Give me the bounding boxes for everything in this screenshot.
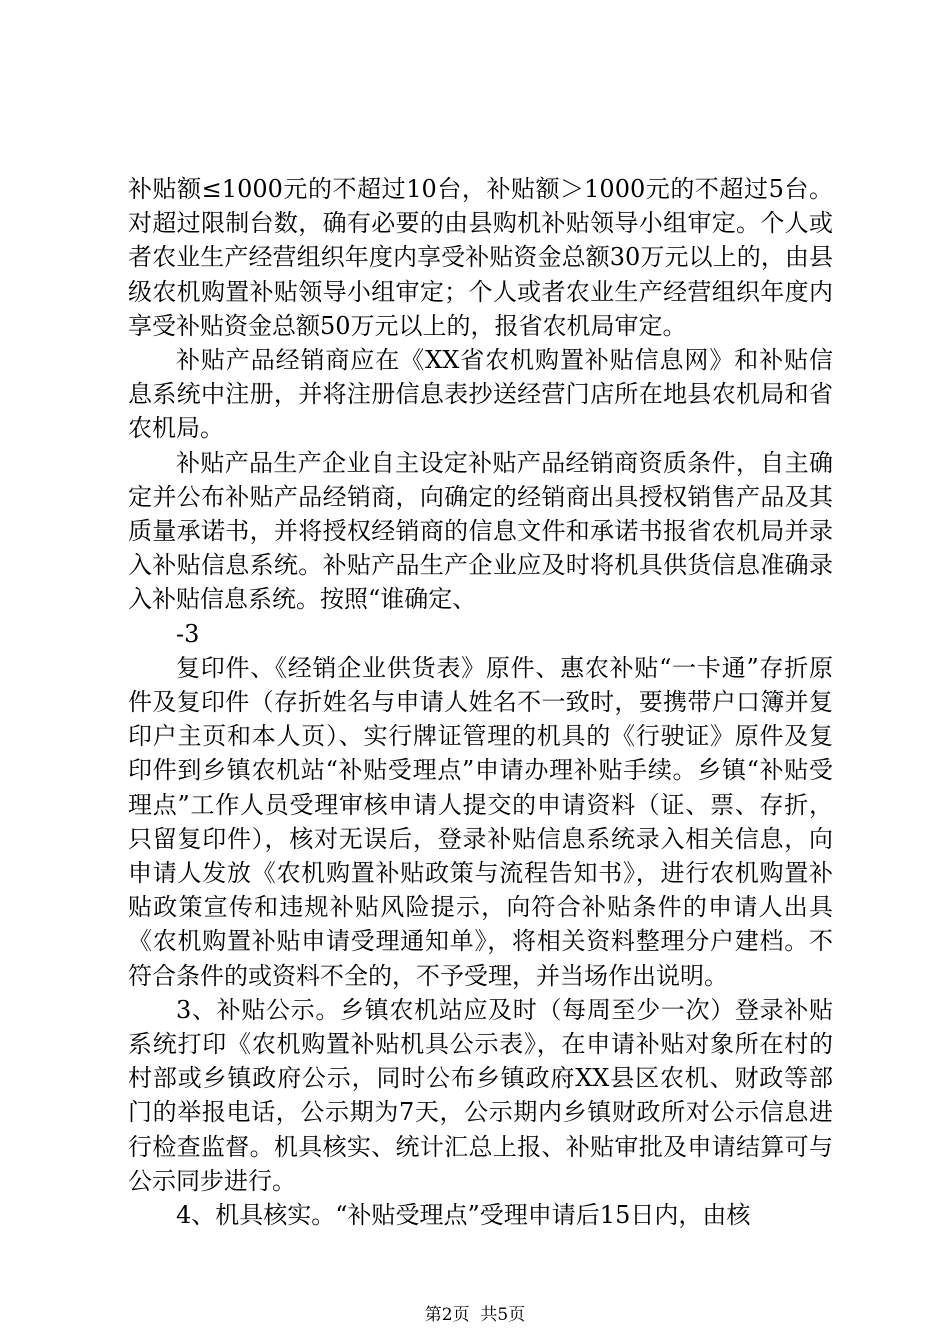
page-footer: 第2页 共5页 [424,1305,526,1325]
paragraph-6: 4、机具核实。“补贴受理点”受理申请后15日内，由核 [176,1201,751,1230]
paragraph-2: 补贴产品经销商应在《XX省农机购置补贴信息网》和补贴信息系统中注册，并将注册信息表抄送经营门店所在地县农机局和省农机局。 [128,346,833,443]
paragraph-5: 3、补贴公示。乡镇农机站应及时（每周至少一次）登录补贴系统打印《农机购置补贴机具公示表》，在申请补贴对象所在村的村部或乡镇政府公示，同时公布乡镇政府XX县区农机、财政等部门的举报电话，公示期为7天，公示期内乡镇财政所对公示信息进行检查监督。机具核实、统计汇总上报、补贴审批及申请结算可与公示同步进行。 [128,995,833,1195]
paragraph-3: 补贴产品生产企业自主设定补贴产品经销商资质条件，自主确定并公布补贴产品经销商，向确定的经销商出具授权销售产品及其质量承诺书，并将授权经销商的信息文件和承诺书报省农机局并录入补贴信息系统。补贴产品生产企业应及时将机具供货信息准确录入补贴信息系统。按照“谁确定、 [128,448,833,614]
paragraph-4: 复印件、《经销企业供货表》原件、惠农补贴“一卡通”存折原件及复印件（存折姓名与申请人姓名不一致时，要携带户口簿并复印户主页和本人页）、实行牌证管理的机具的《行驶证》原件及复印件到乡镇农机站“补贴受理点”申请办理补贴手续。乡镇“补贴受理点”工作人员受理审核申请人提交的申请资料（证、票、存折，只留复印件），核对无误后，登录补贴信息系统录入相关信息，向申请人发放《农机购置补贴政策与流程告知书》，进行农机购置补贴政策宣传和违规补贴风险提示，向符合补贴条件的申请人出具《农机购置补贴申请受理通知单》，将相关资料整理分户建档。不符合条件的或资料不全的，不予受理，并当场作出说明。 [128,653,833,990]
paragraph-1: 补贴额≤1000元的不超过10台，补贴额＞1000元的不超过5台。对超过限制台数，确有必要的由县购机补贴领导小组审定。个人或者农业生产经营组织年度内享受补贴资金总额30万元以上的，由县级农机购置补贴领导小组审定；个人或者农业生产经营组织年度内享受补贴资金总额50万元以上的，报省农机局审定。 [128,175,833,340]
page-fragment-marker: -3 [176,619,200,648]
document-body [128,172,833,1232]
